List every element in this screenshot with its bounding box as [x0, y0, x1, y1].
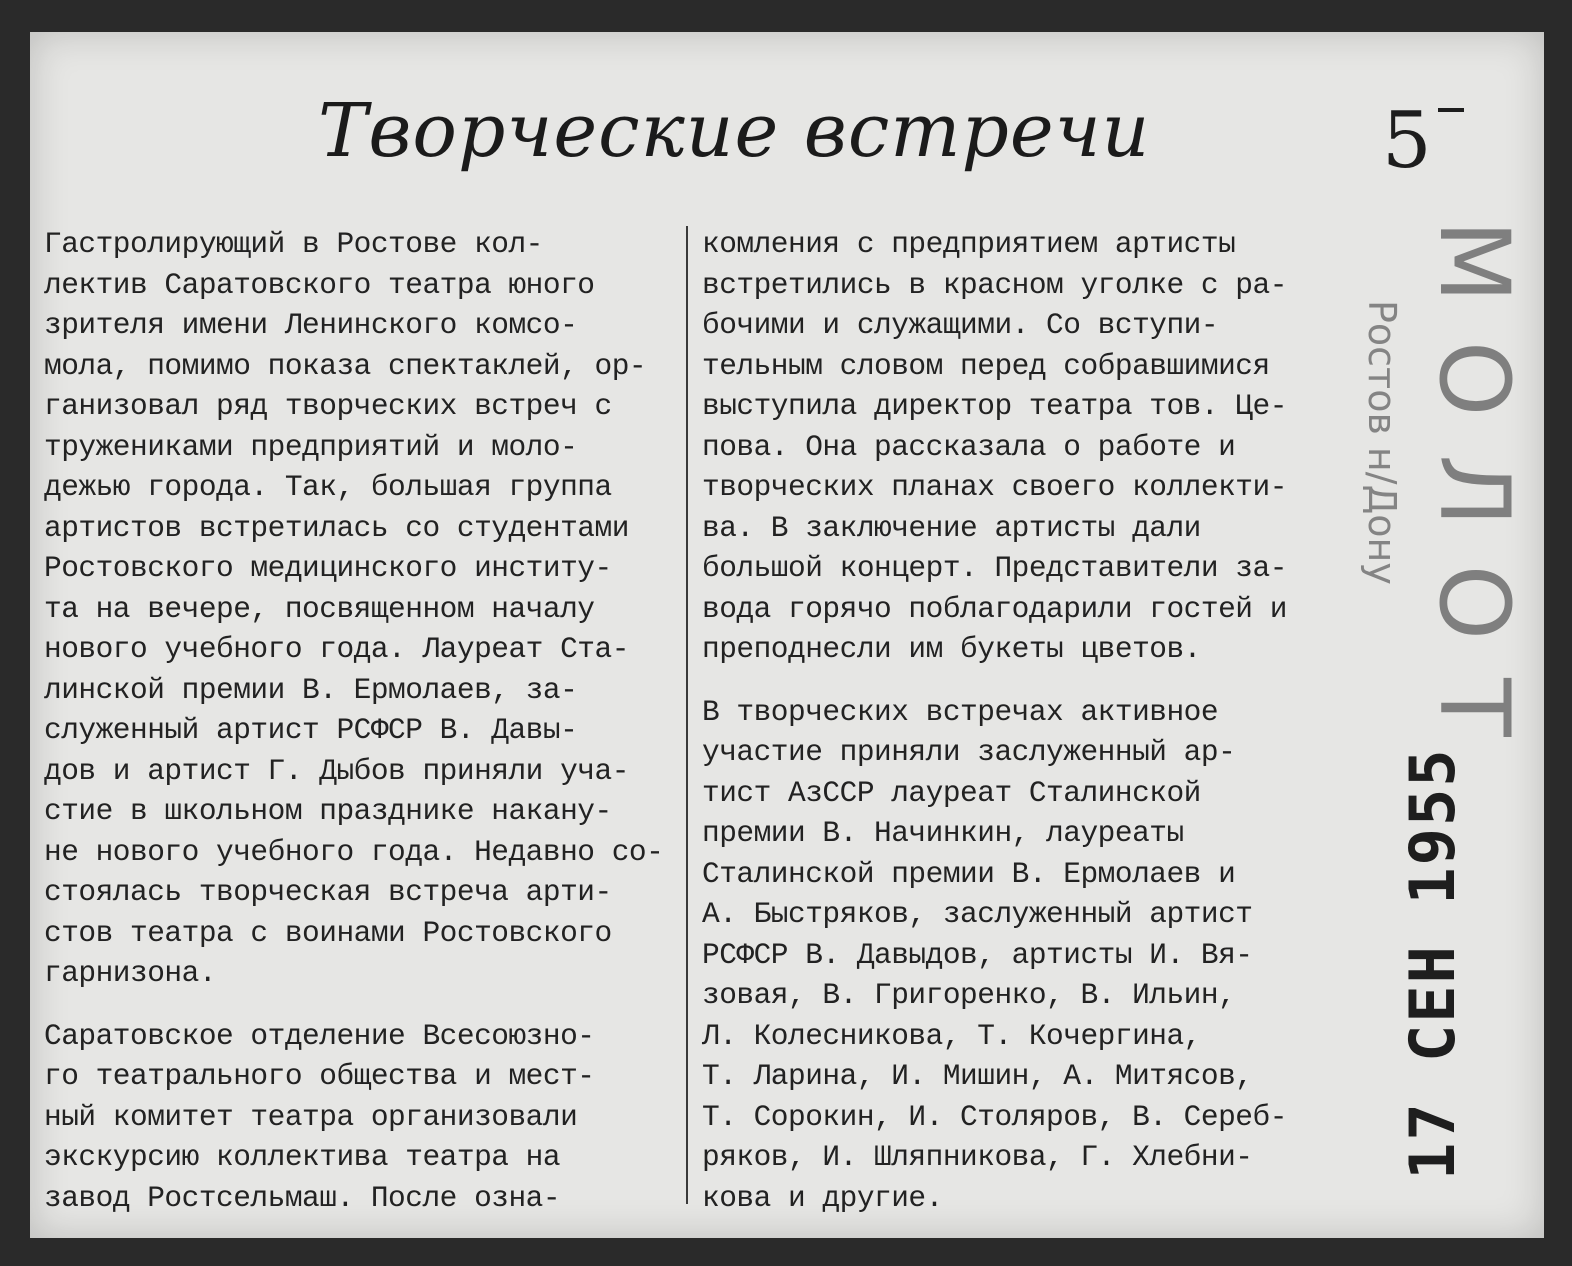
text-line: пова. Она рассказала о работе и	[702, 429, 1236, 464]
text-line: экскурсию коллектива театра на	[44, 1140, 561, 1174]
text-line: А. Быстряков, заслуженный артист	[702, 897, 1253, 931]
text-line: Ростовского медицинского институ-	[44, 551, 612, 585]
text-line: кова и другие.	[702, 1180, 943, 1215]
text-line: бочими и служащими. Со вступи-	[702, 308, 1219, 342]
text-line: РСФСР В. Давыдов, артисты И. Вя-	[702, 937, 1253, 972]
text-line: нового учебного года. Лауреат Ста-	[44, 632, 629, 666]
text-line: Т. Сорокин, И. Столяров, В. Сереб-	[702, 1099, 1287, 1134]
text-line: преподнесли им букеты цветов.	[702, 632, 1201, 666]
text-line: вода горячо поблагодарили гостей и	[702, 591, 1287, 626]
text-line: встретились в красном уголке с ра-	[702, 267, 1287, 302]
text-line: большой концерт. Представители за-	[702, 551, 1287, 585]
headline: Творческие встречи	[318, 88, 1151, 174]
text-line: ряков, И. Шляпникова, Г. Хлебни-	[702, 1140, 1253, 1174]
text-line: стие в школьном празднике накану-	[44, 794, 612, 828]
paragraph-gap	[44, 994, 676, 1016]
text-line: зрителя имени Ленинского комсо-	[44, 308, 578, 342]
text-line: не нового учебного года. Недавно со-	[44, 834, 664, 869]
text-line: ва. В заключение артисты дали	[702, 510, 1201, 545]
text-line: лектив Саратовского театра юного	[44, 267, 595, 302]
text-line: го театрального общества и мест-	[44, 1059, 595, 1093]
article-right-column	[702, 224, 1338, 1218]
stamp-newspaper-name-text: МОЛОТ	[1418, 220, 1530, 775]
text-line: премии В. Начинкин, лауреаты	[702, 816, 1184, 850]
stamp-date-text: 17 СЕН 1955	[1396, 747, 1469, 1180]
text-line: Т. Ларина, И. Мишин, А. Митясов,	[702, 1059, 1253, 1093]
text-line: выступила директор театра тов. Це-	[702, 389, 1287, 423]
text-line: гарнизона.	[44, 956, 217, 990]
text-line: линской премии В. Ермолаев, за-	[44, 672, 578, 707]
page-number-dash	[1438, 108, 1464, 112]
stamp-city	[1362, 300, 1422, 720]
column-divider	[686, 226, 688, 1204]
text-line: комления с предприятием артисты	[702, 227, 1236, 261]
text-line: мола, помимо показа спектаклей, ор-	[44, 348, 647, 383]
text-line: та на вечере, посвященном началу	[44, 591, 595, 626]
text-line: Л. Колесникова, Т. Кочергина,	[702, 1018, 1201, 1053]
text-line: служенный артист РСФСР В. Давы-	[44, 713, 578, 747]
text-line: творческих планах своего коллекти-	[702, 470, 1287, 504]
text-line: стов театра с воинами Ростовского	[44, 915, 612, 950]
page-number: 5	[1382, 96, 1432, 186]
text-line: стоялась творческая встреча арти-	[44, 875, 612, 909]
paragraph-gap	[702, 670, 1338, 692]
text-line: тружениками предприятий и моло-	[44, 429, 578, 464]
text-line: дов и артист Г. Дыбов приняли уча-	[44, 753, 629, 788]
text-line: Саратовское отделение Всесоюзно-	[44, 1018, 595, 1053]
text-line: участие приняли заслуженный ар-	[702, 735, 1236, 769]
text-line: В творческих встречах активное	[702, 694, 1219, 729]
text-line: Сталинской премии В. Ермолаев и	[702, 856, 1236, 891]
text-line: дежью города. Так, большая группа	[44, 470, 612, 504]
text-line: артистов встретилась со студентами	[44, 510, 629, 545]
stamp-date	[1396, 747, 1469, 1180]
text-line: ный комитет театра организовали	[44, 1099, 578, 1134]
article-left-column	[44, 224, 676, 1218]
text-line: ганизовал ряд творческих встреч с	[44, 389, 612, 423]
text-line: тельным словом перед собравшимися	[702, 348, 1270, 383]
text-line: тист АзССР лауреат Сталинской	[702, 775, 1201, 810]
text-line: зовая, В. Григоренко, В. Ильин,	[702, 978, 1236, 1012]
text-line: завод Ростсельмаш. После озна-	[44, 1180, 561, 1215]
text-line: Гастролирующий в Ростове кол-	[44, 227, 543, 261]
stamp-city-text: Ростов н/Дону	[1360, 300, 1404, 585]
